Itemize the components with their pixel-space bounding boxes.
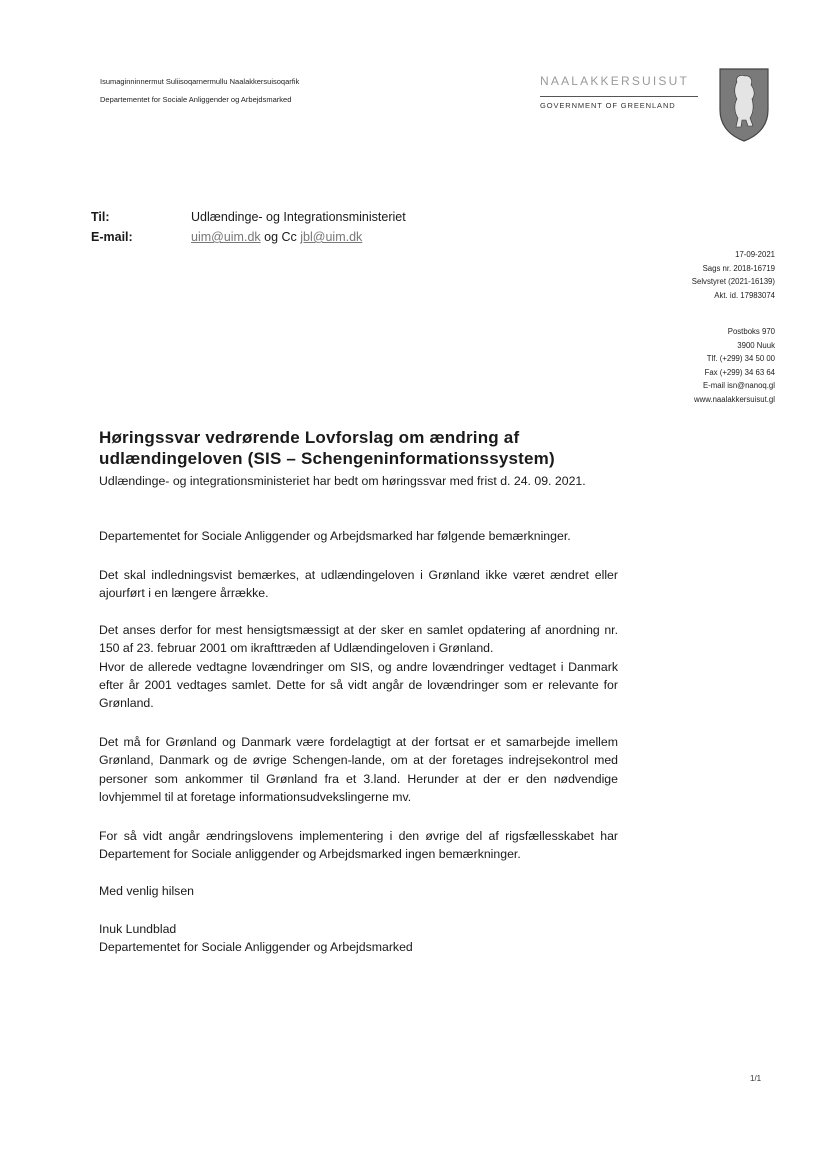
paragraph-intro <box>99 472 618 490</box>
to-value: Udlændinge- og Integrationsministeriet <box>191 210 406 224</box>
brand-naalakkersuisut: NAALAKKERSUISUT <box>540 74 690 88</box>
paragraph-text: Det anses derfor for mest hensigtsmæssigt at der sker en samlet opdatering af anordning nr. 150 af 23. februar 2001 om ikrafttræden af Udlændingeloven i Grønland. <box>99 623 618 656</box>
closing <box>99 882 618 900</box>
postbox: Postboks 970 <box>727 327 775 336</box>
akt-id: Akt. id. 17983074 <box>714 290 775 300</box>
fax: Fax (+299) 34 63 64 <box>704 367 775 377</box>
brand-divider <box>540 96 698 97</box>
paragraph-text: Departementet for Sociale Anliggender og Arbejdsmarked har følgende bemærkninger. <box>99 529 571 543</box>
recipient-to-row <box>91 207 406 227</box>
selvstyret-ref: Selvstyret (2021-16139) <box>691 277 775 286</box>
closing-text: Med venlig hilsen <box>99 884 195 898</box>
website: www.naalakkersuisut.gl <box>693 394 775 404</box>
recipient-block <box>91 207 406 247</box>
sender-org-danish: Departementet for Sociale Anliggender og Arbejdsmarked <box>100 95 292 104</box>
paragraph-text: For så vidt angår ændringslovens implementering i den øvrige del af rigsfællesskabet har Departement for Sociale anliggender og Arbejdsmarked ingen bemærkninger. <box>99 829 618 862</box>
signer-department: Departementet for Sociale Anliggender og Arbejdsmarked <box>99 940 413 955</box>
case-number: Sags nr. 2018-16719 <box>702 263 775 273</box>
email-link-cc[interactable]: jbl@uim.dk <box>300 230 363 244</box>
paragraph-cooperation <box>99 733 618 806</box>
paragraph-remarks <box>99 527 618 545</box>
email-label: E-mail: <box>91 230 133 244</box>
paragraph-text: Hvor de allerede vedtagne lovændringer om SIS, og andre lovændringer vedtaget i Danmark efter år 2001 vedtages samlet. Dette for så vidt angår de lovændringer som er relevante for Grønland. <box>99 659 618 711</box>
letter-title: Høringssvar vedrørende Lovforslag om ændring af udlændingeloven (SIS – Schengeninformationssystem) <box>99 428 555 468</box>
phone: Tlf. (+299) 34 50 00 <box>706 354 775 363</box>
paragraph-update <box>99 621 618 712</box>
brand-government-of-greenland: GOVERNMENT OF GREENLAND <box>540 101 676 110</box>
email-cc-join: og Cc <box>264 230 297 244</box>
contact-email: E-mail isn@nanoq.gl <box>702 381 775 390</box>
letter-date: 17-09-2021 <box>735 250 775 259</box>
paragraph-text: Det skal indledningsvist bemærkes, at udlændingeloven i Grønland ikke været ændret eller ajourført i en længere årrække. <box>99 568 618 601</box>
signer-name: Inuk Lundblad <box>99 922 177 936</box>
to-label: Til: <box>91 210 110 224</box>
email-link-primary[interactable]: uim@uim.dk <box>191 230 261 244</box>
paragraph-implementation <box>99 827 618 864</box>
paragraph-text: Udlændinge- og integrationsministeriet har bedt om høringssvar med frist d. 24. 09. 2021. <box>99 474 586 488</box>
sender-header <box>100 73 299 109</box>
signature-block <box>99 920 618 957</box>
sender-org-greenlandic: Isumaginninnermut Suliisoqarnermullu Naalakkersuisoqarfik <box>100 77 300 86</box>
page-number: 1/1 <box>750 1074 762 1083</box>
email-value <box>191 227 406 247</box>
recipient-email-row <box>91 227 406 247</box>
postal-city: 3900 Nuuk <box>737 340 775 350</box>
case-meta-block <box>692 248 775 302</box>
government-logo-text <box>540 74 698 110</box>
paragraph-law-status <box>99 566 618 603</box>
paragraph-text: Det må for Grønland og Danmark være fordelagtigt at der fortsat er et samarbejde imellem Grønland, Danmark og de øvrige Schengen-lande, om at der foretages indrejsekontrol med personer som ankommer til Grønland fra et 3.land. Herunder at der er den nødvendige lovhjemmel til at foretage informationsudvekslingerne mv. <box>99 735 618 804</box>
coat-of-arms-icon <box>717 66 771 149</box>
contact-block <box>694 325 775 406</box>
